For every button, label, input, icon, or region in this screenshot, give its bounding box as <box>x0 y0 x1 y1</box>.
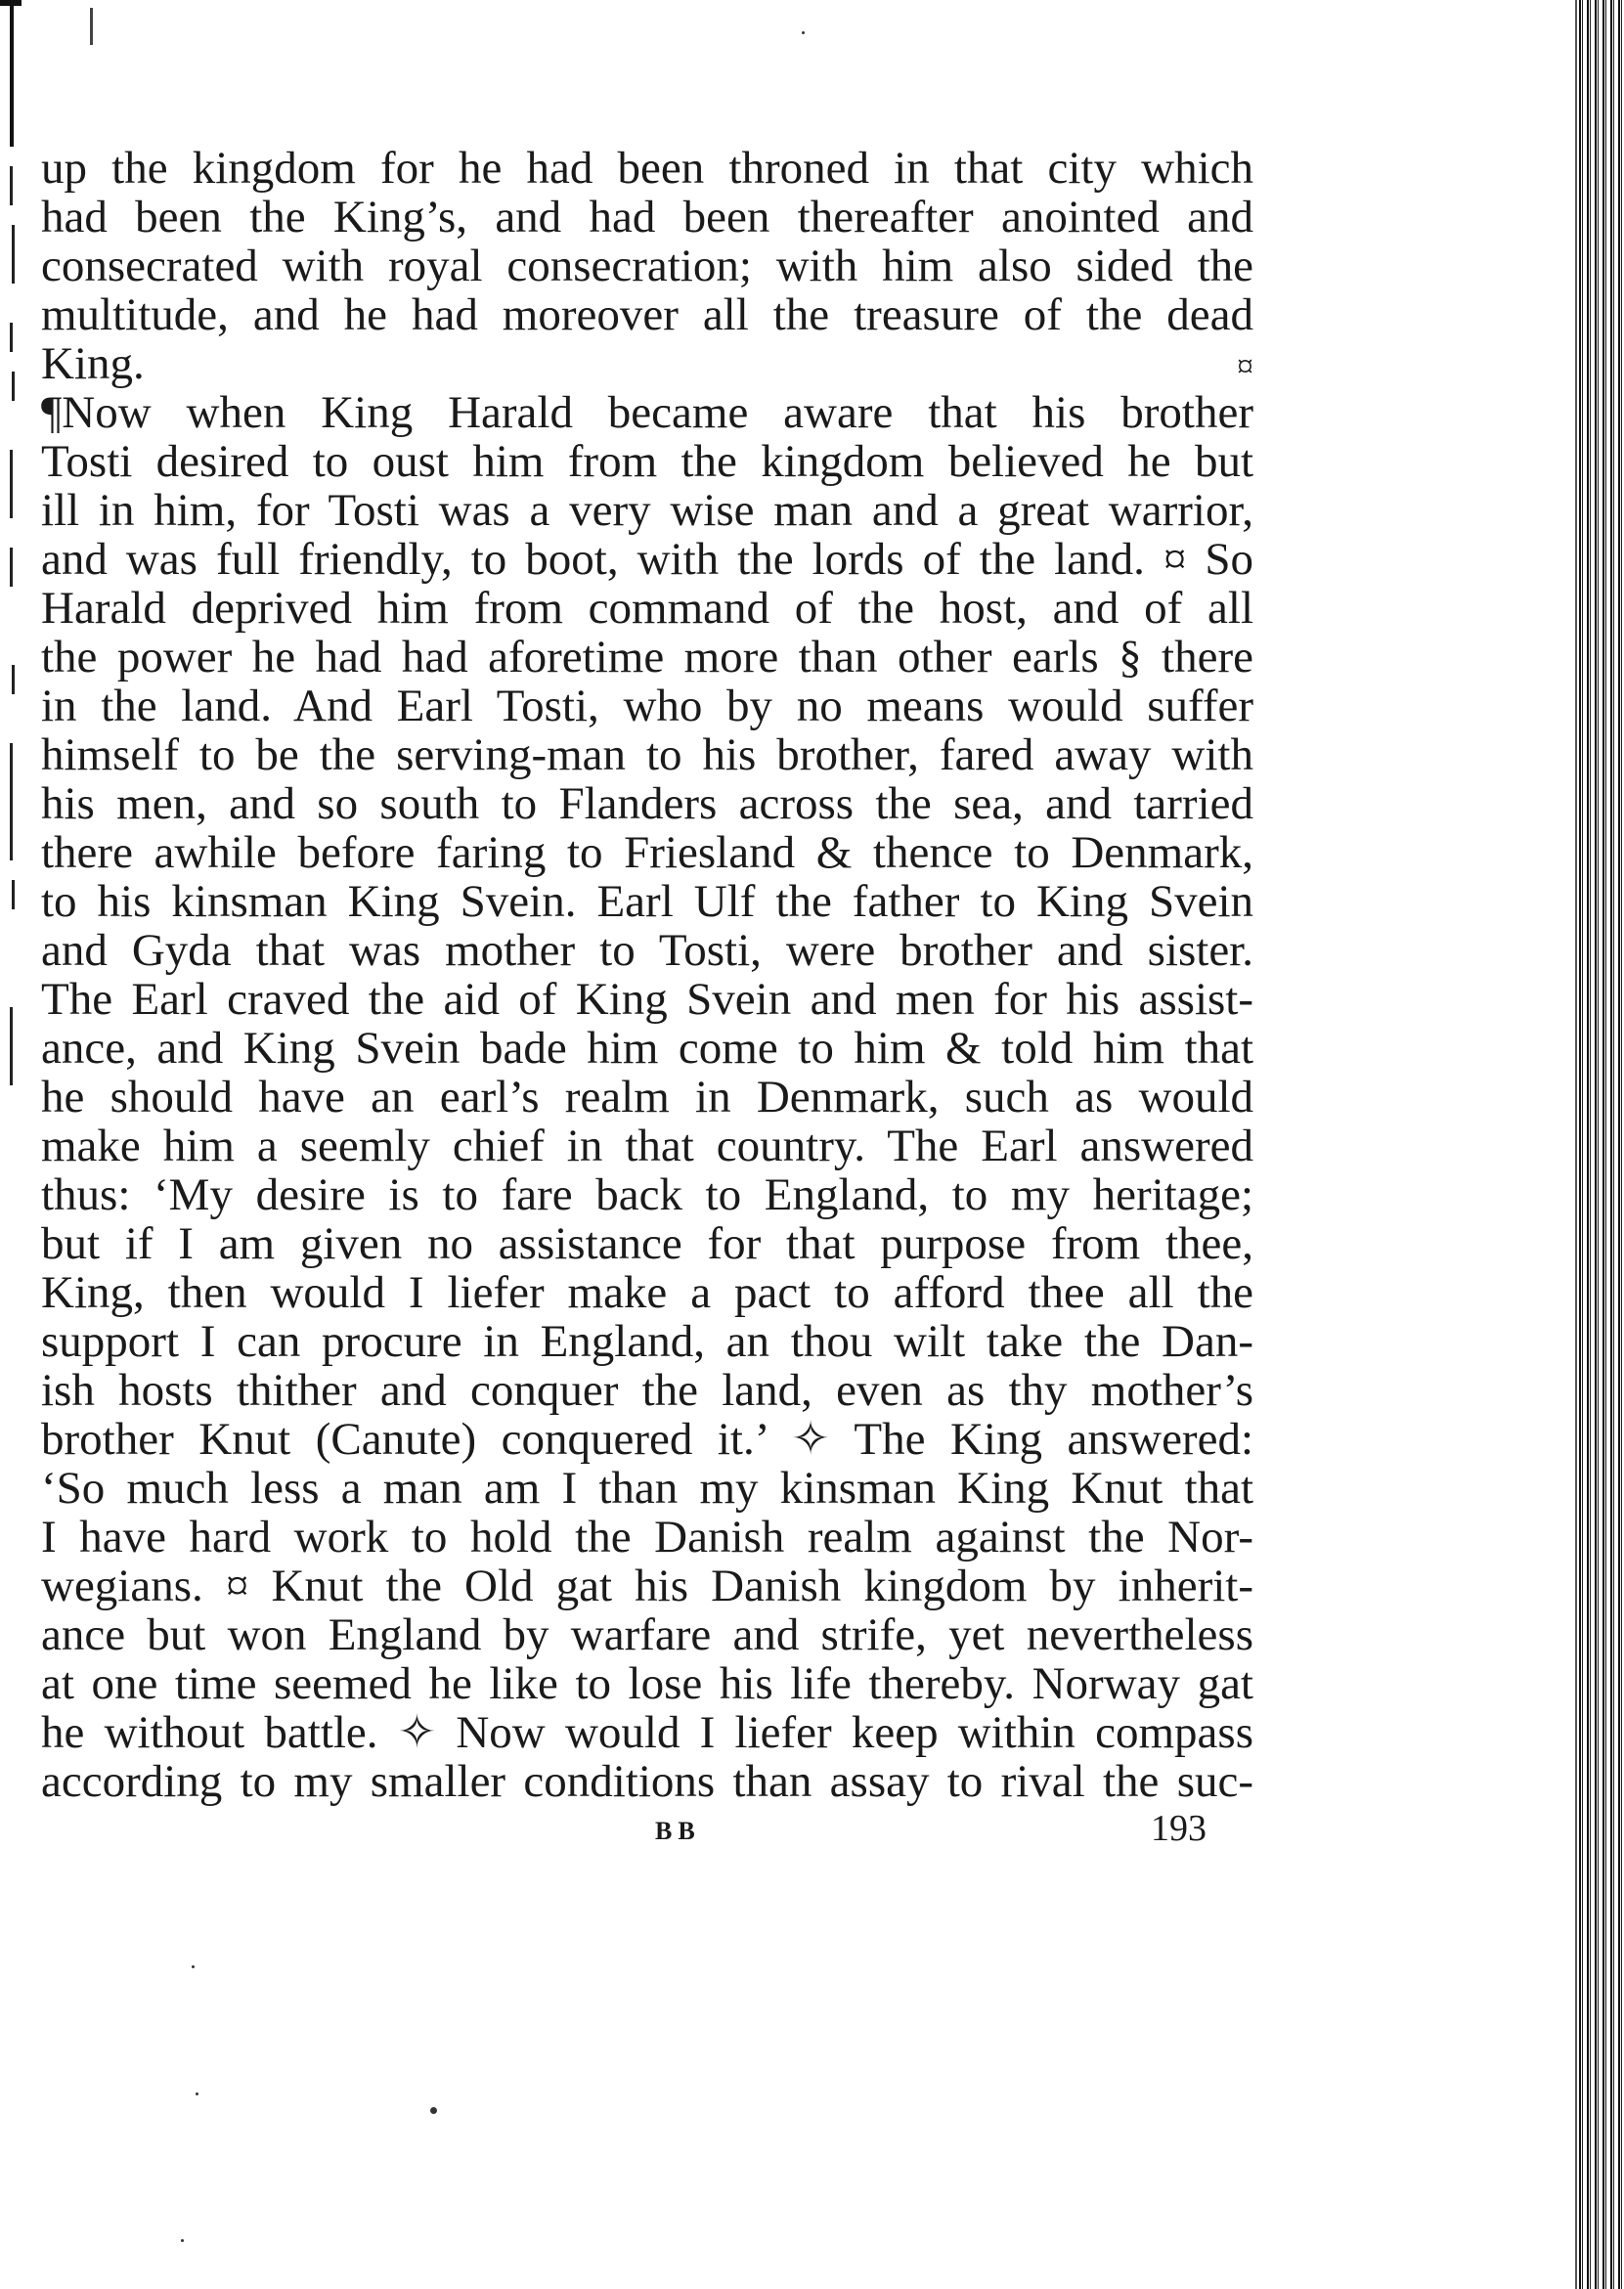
text-line: Harald deprived him from command of the host, and of all <box>41 583 1253 634</box>
text-line: in the land. And Earl Tosti, who by no means would suffer <box>41 681 1253 731</box>
text-line: King. <box>41 338 145 389</box>
ink-speck <box>181 2239 184 2242</box>
page-number: 193 <box>1151 1808 1207 1849</box>
text-line: ‘So much less a man am I than my kinsman King Knut that <box>41 1463 1253 1514</box>
text-line: he should have an earl’s realm in Denmark, such as would <box>41 1072 1253 1122</box>
text-line: ill in him, for Tosti was a very wise man and a great warrior, <box>41 485 1253 536</box>
text-line: and was full friendly, to boot, with the lords of the land. ¤ So <box>41 534 1253 585</box>
text-line: the power he had had aforetime more than other earls § there <box>41 632 1253 682</box>
text-line: had been the King’s, and had been thereafter anointed and <box>41 192 1253 242</box>
text-line: ish hosts thither and conquer the land, even as thy mother’s <box>41 1365 1253 1416</box>
ink-speck <box>192 1965 195 1968</box>
text-line-with-ornament <box>41 340 1253 387</box>
text-line: consecrated with royal consecration; with him also sided the <box>41 241 1253 291</box>
text-line: at one time seemed he like to lose his life thereby. Norway gat <box>41 1658 1253 1709</box>
margin-rule <box>10 0 14 147</box>
text-line: I have hard work to hold the Danish realm against the Nor- <box>41 1512 1253 1563</box>
text-line: wegians. ¤ Knut the Old gat his Danish kingdom by inherit- <box>41 1561 1253 1611</box>
text-line: thus: ‘My desire is to fare back to England, to my heritage; <box>41 1169 1253 1220</box>
text-line: his men, and so south to Flanders across the sea, and tarried <box>41 778 1253 829</box>
signature-mark: BB <box>655 1817 701 1845</box>
ink-speck <box>802 31 805 34</box>
text-line: to his kinsman King Svein. Earl Ulf the father to King Svein <box>41 876 1253 927</box>
book-binding-strip <box>1577 0 1624 2289</box>
text-line: there awhile before faring to Friesland & thence to Denmark, <box>41 827 1253 878</box>
text-line: he without battle. ✧ Now would I liefer keep within compass <box>41 1707 1253 1758</box>
margin-mark <box>12 372 15 401</box>
margin-mark <box>12 225 15 284</box>
margin-tick <box>90 8 93 45</box>
text-line: brother Knut (Canute) conquered it.’ ✧ The King answered: <box>41 1414 1253 1465</box>
text-line: The Earl craved the aid of King Svein and men for his assist- <box>41 974 1253 1025</box>
ink-speck <box>196 2092 198 2095</box>
text-line: up the kingdom for he had been throned in that city which <box>41 143 1253 194</box>
text-line: ance, and King Svein bade him come to him & told him that <box>41 1023 1253 1074</box>
text-line: according to my smaller conditions than assay to rival the suc- <box>41 1756 1253 1807</box>
text-line: King, then would I liefer make a pact to afford thee all the <box>41 1267 1253 1318</box>
text-line: and Gyda that was mother to Tosti, were brother and sister. <box>41 925 1253 976</box>
text-line: support I can procure in England, an thou wilt take the Dan- <box>41 1316 1253 1367</box>
text-line: ¶Now when King Harald became aware that his brother <box>41 387 1253 438</box>
section-ornament: ¤ <box>1237 349 1253 385</box>
margin-mark <box>10 548 13 587</box>
margin-mark <box>10 323 13 352</box>
margin-mark <box>10 166 13 205</box>
margin-mark <box>10 450 13 518</box>
margin-mark <box>12 665 15 694</box>
text-line: himself to be the serving-man to his brother, fared away with <box>41 729 1253 780</box>
margin-mark <box>10 743 13 860</box>
text-line: but if I am given no assistance for that purpose from thee, <box>41 1218 1253 1269</box>
text-line: ance but won England by warfare and strife, yet nevertheless <box>41 1609 1253 1660</box>
text-line: Tosti desired to oust him from the kingdom believed he but <box>41 436 1253 487</box>
ink-speck <box>430 2107 437 2114</box>
text-line: make him a seemly chief in that country. The Earl answered <box>41 1121 1253 1171</box>
margin-mark <box>10 1007 13 1085</box>
text-line: multitude, and he had moreover all the treasure of the dead <box>41 289 1253 340</box>
margin-mark <box>12 880 15 909</box>
